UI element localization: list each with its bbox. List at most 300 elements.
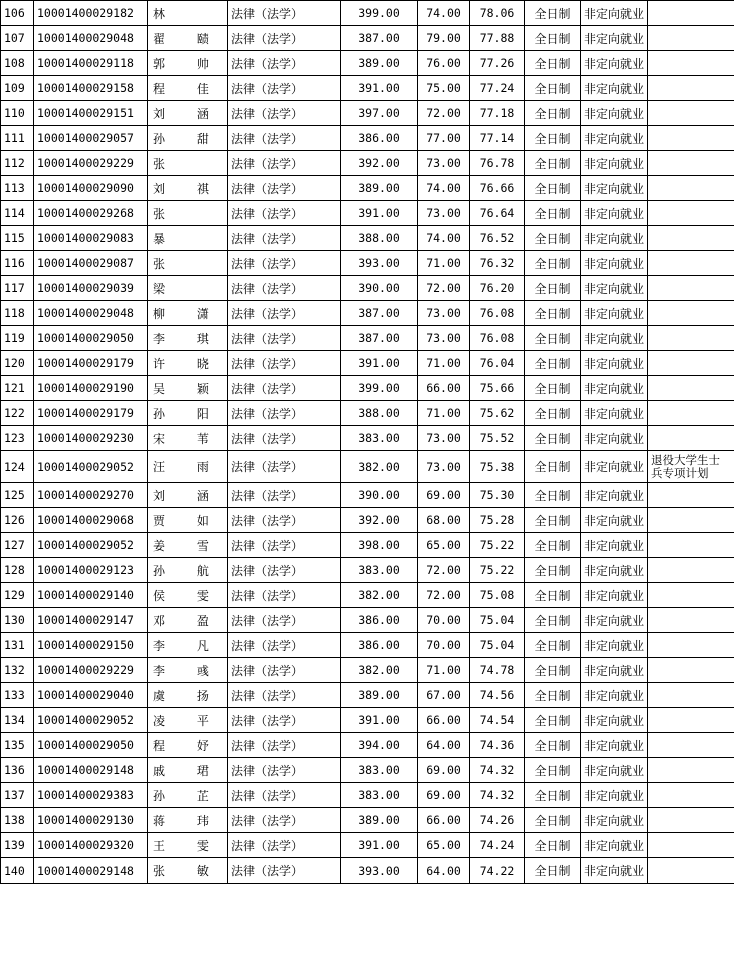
cell-study-mode: 全日制 bbox=[525, 633, 581, 658]
cell-remark bbox=[648, 126, 734, 151]
cell-candidate-id: 10001400029048 bbox=[34, 26, 148, 51]
cell-candidate-name: 孙 航 bbox=[148, 558, 228, 583]
cell-candidate-name: 贾 如 bbox=[148, 508, 228, 533]
cell-initial-score: 386.00 bbox=[341, 608, 418, 633]
cell-remark bbox=[648, 583, 734, 608]
cell-employment-type: 非定向就业 bbox=[581, 76, 648, 101]
cell-initial-score: 387.00 bbox=[341, 326, 418, 351]
cell-total-score: 76.64 bbox=[470, 201, 525, 226]
cell-candidate-id: 10001400029158 bbox=[34, 76, 148, 101]
cell-major: 法律（法学） bbox=[228, 558, 341, 583]
cell-candidate-name: 郭 帅 bbox=[148, 51, 228, 76]
cell-study-mode: 全日制 bbox=[525, 533, 581, 558]
cell-initial-score: 382.00 bbox=[341, 658, 418, 683]
table-row bbox=[1, 583, 734, 608]
cell-study-mode: 全日制 bbox=[525, 658, 581, 683]
cell-candidate-name: 梁 bbox=[148, 276, 228, 301]
cell-retest-score: 71.00 bbox=[418, 251, 470, 276]
cell-serial-number: 127 bbox=[1, 533, 34, 558]
cell-initial-score: 387.00 bbox=[341, 26, 418, 51]
table-row bbox=[1, 401, 734, 426]
cell-retest-score: 66.00 bbox=[418, 708, 470, 733]
cell-study-mode: 全日制 bbox=[525, 76, 581, 101]
cell-candidate-id: 10001400029052 bbox=[34, 533, 148, 558]
cell-major: 法律（法学） bbox=[228, 683, 341, 708]
cell-candidate-id: 10001400029182 bbox=[34, 1, 148, 26]
cell-serial-number: 125 bbox=[1, 483, 34, 508]
cell-employment-type: 非定向就业 bbox=[581, 833, 648, 858]
cell-remark bbox=[648, 401, 734, 426]
cell-remark bbox=[648, 833, 734, 858]
table-row bbox=[1, 76, 734, 101]
table-row bbox=[1, 833, 734, 858]
cell-serial-number: 139 bbox=[1, 833, 34, 858]
table-row bbox=[1, 376, 734, 401]
cell-serial-number: 117 bbox=[1, 276, 34, 301]
cell-major: 法律（法学） bbox=[228, 126, 341, 151]
table-row bbox=[1, 783, 734, 808]
cell-serial-number: 130 bbox=[1, 608, 34, 633]
cell-remark bbox=[648, 483, 734, 508]
cell-initial-score: 386.00 bbox=[341, 126, 418, 151]
cell-serial-number: 129 bbox=[1, 583, 34, 608]
table-row bbox=[1, 758, 734, 783]
cell-total-score: 76.20 bbox=[470, 276, 525, 301]
cell-candidate-name: 程 佳 bbox=[148, 76, 228, 101]
cell-candidate-name: 暴 bbox=[148, 226, 228, 251]
cell-candidate-id: 10001400029040 bbox=[34, 683, 148, 708]
cell-candidate-name: 李 彧 bbox=[148, 658, 228, 683]
cell-major: 法律（法学） bbox=[228, 151, 341, 176]
cell-employment-type: 非定向就业 bbox=[581, 633, 648, 658]
cell-candidate-id: 10001400029123 bbox=[34, 558, 148, 583]
cell-major: 法律（法学） bbox=[228, 1, 341, 26]
cell-initial-score: 398.00 bbox=[341, 533, 418, 558]
cell-candidate-name: 刘 涵 bbox=[148, 483, 228, 508]
cell-employment-type: 非定向就业 bbox=[581, 201, 648, 226]
cell-major: 法律（法学） bbox=[228, 833, 341, 858]
cell-retest-score: 71.00 bbox=[418, 351, 470, 376]
cell-candidate-name: 侯 雯 bbox=[148, 583, 228, 608]
cell-remark bbox=[648, 151, 734, 176]
cell-initial-score: 388.00 bbox=[341, 401, 418, 426]
table-row bbox=[1, 51, 734, 76]
cell-candidate-id: 10001400029052 bbox=[34, 708, 148, 733]
cell-initial-score: 391.00 bbox=[341, 351, 418, 376]
cell-serial-number: 122 bbox=[1, 401, 34, 426]
cell-study-mode: 全日制 bbox=[525, 301, 581, 326]
cell-initial-score: 389.00 bbox=[341, 51, 418, 76]
table-row bbox=[1, 533, 734, 558]
cell-study-mode: 全日制 bbox=[525, 508, 581, 533]
cell-employment-type: 非定向就业 bbox=[581, 658, 648, 683]
table-row bbox=[1, 858, 734, 884]
table-row bbox=[1, 608, 734, 633]
cell-candidate-id: 10001400029087 bbox=[34, 251, 148, 276]
table-row bbox=[1, 733, 734, 758]
cell-study-mode: 全日制 bbox=[525, 351, 581, 376]
cell-total-score: 76.78 bbox=[470, 151, 525, 176]
cell-candidate-id: 10001400029268 bbox=[34, 201, 148, 226]
cell-major: 法律（法学） bbox=[228, 583, 341, 608]
cell-initial-score: 383.00 bbox=[341, 426, 418, 451]
cell-retest-score: 70.00 bbox=[418, 633, 470, 658]
cell-candidate-name: 虞 扬 bbox=[148, 683, 228, 708]
cell-serial-number: 135 bbox=[1, 733, 34, 758]
cell-retest-score: 76.00 bbox=[418, 51, 470, 76]
cell-candidate-id: 10001400029148 bbox=[34, 758, 148, 783]
cell-serial-number: 108 bbox=[1, 51, 34, 76]
cell-serial-number: 137 bbox=[1, 783, 34, 808]
cell-candidate-id: 10001400029039 bbox=[34, 276, 148, 301]
cell-major: 法律（法学） bbox=[228, 633, 341, 658]
cell-retest-score: 64.00 bbox=[418, 733, 470, 758]
cell-study-mode: 全日制 bbox=[525, 201, 581, 226]
cell-candidate-id: 10001400029320 bbox=[34, 833, 148, 858]
cell-candidate-name: 宋 苇 bbox=[148, 426, 228, 451]
cell-candidate-name: 汪 雨 bbox=[148, 451, 228, 483]
cell-initial-score: 393.00 bbox=[341, 251, 418, 276]
cell-candidate-name: 张 bbox=[148, 151, 228, 176]
cell-initial-score: 383.00 bbox=[341, 783, 418, 808]
cell-initial-score: 399.00 bbox=[341, 376, 418, 401]
cell-study-mode: 全日制 bbox=[525, 833, 581, 858]
cell-employment-type: 非定向就业 bbox=[581, 426, 648, 451]
cell-initial-score: 388.00 bbox=[341, 226, 418, 251]
cell-remark bbox=[648, 201, 734, 226]
cell-remark bbox=[648, 376, 734, 401]
cell-retest-score: 79.00 bbox=[418, 26, 470, 51]
cell-total-score: 75.52 bbox=[470, 426, 525, 451]
cell-remark bbox=[648, 251, 734, 276]
cell-candidate-name: 张 bbox=[148, 251, 228, 276]
cell-remark bbox=[648, 658, 734, 683]
cell-candidate-name: 姜 雪 bbox=[148, 533, 228, 558]
cell-initial-score: 386.00 bbox=[341, 633, 418, 658]
cell-total-score: 74.78 bbox=[470, 658, 525, 683]
cell-study-mode: 全日制 bbox=[525, 276, 581, 301]
cell-study-mode: 全日制 bbox=[525, 101, 581, 126]
cell-retest-score: 71.00 bbox=[418, 401, 470, 426]
cell-candidate-id: 10001400029052 bbox=[34, 451, 148, 483]
cell-total-score: 77.24 bbox=[470, 76, 525, 101]
cell-serial-number: 119 bbox=[1, 326, 34, 351]
cell-total-score: 76.04 bbox=[470, 351, 525, 376]
cell-total-score: 76.52 bbox=[470, 226, 525, 251]
cell-total-score: 74.26 bbox=[470, 808, 525, 833]
table-row bbox=[1, 708, 734, 733]
cell-total-score: 78.06 bbox=[470, 1, 525, 26]
table-row bbox=[1, 558, 734, 583]
cell-retest-score: 74.00 bbox=[418, 1, 470, 26]
cell-retest-score: 75.00 bbox=[418, 76, 470, 101]
cell-retest-score: 73.00 bbox=[418, 151, 470, 176]
cell-employment-type: 非定向就业 bbox=[581, 176, 648, 201]
cell-candidate-name: 李 凡 bbox=[148, 633, 228, 658]
cell-initial-score: 397.00 bbox=[341, 101, 418, 126]
cell-employment-type: 非定向就业 bbox=[581, 26, 648, 51]
cell-total-score: 74.54 bbox=[470, 708, 525, 733]
cell-candidate-id: 10001400029151 bbox=[34, 101, 148, 126]
table-row bbox=[1, 808, 734, 833]
cell-retest-score: 69.00 bbox=[418, 783, 470, 808]
cell-retest-score: 67.00 bbox=[418, 683, 470, 708]
cell-total-score: 75.30 bbox=[470, 483, 525, 508]
cell-candidate-name: 许 晓 bbox=[148, 351, 228, 376]
cell-initial-score: 389.00 bbox=[341, 808, 418, 833]
table-row bbox=[1, 508, 734, 533]
cell-study-mode: 全日制 bbox=[525, 583, 581, 608]
cell-candidate-name: 孙 芷 bbox=[148, 783, 228, 808]
cell-study-mode: 全日制 bbox=[525, 733, 581, 758]
cell-major: 法律（法学） bbox=[228, 376, 341, 401]
cell-remark bbox=[648, 176, 734, 201]
cell-total-score: 74.32 bbox=[470, 783, 525, 808]
cell-retest-score: 73.00 bbox=[418, 301, 470, 326]
cell-serial-number: 109 bbox=[1, 76, 34, 101]
cell-initial-score: 391.00 bbox=[341, 708, 418, 733]
cell-initial-score: 391.00 bbox=[341, 201, 418, 226]
table-body bbox=[1, 1, 734, 884]
table-row bbox=[1, 426, 734, 451]
cell-major: 法律（法学） bbox=[228, 808, 341, 833]
cell-serial-number: 133 bbox=[1, 683, 34, 708]
cell-retest-score: 65.00 bbox=[418, 833, 470, 858]
cell-candidate-name: 张 bbox=[148, 201, 228, 226]
table-row bbox=[1, 26, 734, 51]
cell-major: 法律（法学） bbox=[228, 658, 341, 683]
cell-initial-score: 390.00 bbox=[341, 483, 418, 508]
cell-candidate-name: 蒋 玮 bbox=[148, 808, 228, 833]
cell-initial-score: 382.00 bbox=[341, 451, 418, 483]
cell-serial-number: 116 bbox=[1, 251, 34, 276]
cell-study-mode: 全日制 bbox=[525, 51, 581, 76]
cell-serial-number: 113 bbox=[1, 176, 34, 201]
cell-serial-number: 120 bbox=[1, 351, 34, 376]
cell-study-mode: 全日制 bbox=[525, 426, 581, 451]
cell-candidate-id: 10001400029083 bbox=[34, 226, 148, 251]
cell-serial-number: 136 bbox=[1, 758, 34, 783]
cell-initial-score: 383.00 bbox=[341, 558, 418, 583]
cell-serial-number: 128 bbox=[1, 558, 34, 583]
cell-candidate-name: 翟 赜 bbox=[148, 26, 228, 51]
cell-employment-type: 非定向就业 bbox=[581, 126, 648, 151]
cell-remark bbox=[648, 301, 734, 326]
cell-total-score: 75.04 bbox=[470, 633, 525, 658]
cell-remark bbox=[648, 101, 734, 126]
cell-candidate-name: 程 妤 bbox=[148, 733, 228, 758]
cell-study-mode: 全日制 bbox=[525, 26, 581, 51]
cell-serial-number: 106 bbox=[1, 1, 34, 26]
cell-study-mode: 全日制 bbox=[525, 176, 581, 201]
cell-serial-number: 124 bbox=[1, 451, 34, 483]
cell-study-mode: 全日制 bbox=[525, 401, 581, 426]
cell-major: 法律（法学） bbox=[228, 251, 341, 276]
cell-employment-type: 非定向就业 bbox=[581, 351, 648, 376]
cell-major: 法律（法学） bbox=[228, 401, 341, 426]
cell-study-mode: 全日制 bbox=[525, 808, 581, 833]
cell-serial-number: 131 bbox=[1, 633, 34, 658]
table-row bbox=[1, 126, 734, 151]
cell-total-score: 75.04 bbox=[470, 608, 525, 633]
cell-remark bbox=[648, 76, 734, 101]
cell-total-score: 77.26 bbox=[470, 51, 525, 76]
cell-candidate-name: 凌 平 bbox=[148, 708, 228, 733]
cell-serial-number: 112 bbox=[1, 151, 34, 176]
cell-major: 法律（法学） bbox=[228, 533, 341, 558]
cell-employment-type: 非定向就业 bbox=[581, 326, 648, 351]
cell-study-mode: 全日制 bbox=[525, 708, 581, 733]
cell-employment-type: 非定向就业 bbox=[581, 708, 648, 733]
cell-serial-number: 110 bbox=[1, 101, 34, 126]
cell-major: 法律（法学） bbox=[228, 451, 341, 483]
cell-remark bbox=[648, 351, 734, 376]
cell-study-mode: 全日制 bbox=[525, 858, 581, 884]
cell-major: 法律（法学） bbox=[228, 783, 341, 808]
cell-total-score: 77.18 bbox=[470, 101, 525, 126]
cell-total-score: 74.56 bbox=[470, 683, 525, 708]
cell-retest-score: 72.00 bbox=[418, 101, 470, 126]
cell-major: 法律（法学） bbox=[228, 226, 341, 251]
cell-retest-score: 77.00 bbox=[418, 126, 470, 151]
cell-major: 法律（法学） bbox=[228, 351, 341, 376]
cell-remark bbox=[648, 326, 734, 351]
cell-total-score: 76.08 bbox=[470, 326, 525, 351]
cell-major: 法律（法学） bbox=[228, 758, 341, 783]
cell-serial-number: 126 bbox=[1, 508, 34, 533]
cell-employment-type: 非定向就业 bbox=[581, 733, 648, 758]
table-row bbox=[1, 683, 734, 708]
cell-study-mode: 全日制 bbox=[525, 758, 581, 783]
cell-retest-score: 69.00 bbox=[418, 483, 470, 508]
cell-retest-score: 72.00 bbox=[418, 276, 470, 301]
cell-initial-score: 392.00 bbox=[341, 151, 418, 176]
cell-initial-score: 389.00 bbox=[341, 683, 418, 708]
cell-major: 法律（法学） bbox=[228, 201, 341, 226]
cell-serial-number: 114 bbox=[1, 201, 34, 226]
cell-total-score: 75.08 bbox=[470, 583, 525, 608]
cell-candidate-id: 10001400029147 bbox=[34, 608, 148, 633]
cell-total-score: 75.28 bbox=[470, 508, 525, 533]
cell-serial-number: 140 bbox=[1, 858, 34, 884]
cell-remark bbox=[648, 808, 734, 833]
cell-employment-type: 非定向就业 bbox=[581, 301, 648, 326]
cell-total-score: 74.36 bbox=[470, 733, 525, 758]
table-row bbox=[1, 633, 734, 658]
cell-candidate-id: 10001400029270 bbox=[34, 483, 148, 508]
cell-employment-type: 非定向就业 bbox=[581, 608, 648, 633]
cell-employment-type: 非定向就业 bbox=[581, 226, 648, 251]
cell-total-score: 75.62 bbox=[470, 401, 525, 426]
cell-major: 法律（法学） bbox=[228, 508, 341, 533]
table-row bbox=[1, 483, 734, 508]
cell-candidate-id: 10001400029179 bbox=[34, 401, 148, 426]
cell-retest-score: 73.00 bbox=[418, 426, 470, 451]
cell-major: 法律（法学） bbox=[228, 26, 341, 51]
cell-remark bbox=[648, 733, 734, 758]
table-row bbox=[1, 226, 734, 251]
cell-candidate-id: 10001400029383 bbox=[34, 783, 148, 808]
cell-study-mode: 全日制 bbox=[525, 126, 581, 151]
table-row bbox=[1, 301, 734, 326]
table-row bbox=[1, 276, 734, 301]
cell-employment-type: 非定向就业 bbox=[581, 376, 648, 401]
cell-total-score: 77.88 bbox=[470, 26, 525, 51]
cell-candidate-name: 张 敏 bbox=[148, 858, 228, 884]
cell-initial-score: 391.00 bbox=[341, 833, 418, 858]
cell-remark bbox=[648, 226, 734, 251]
cell-major: 法律（法学） bbox=[228, 76, 341, 101]
cell-retest-score: 74.00 bbox=[418, 176, 470, 201]
cell-initial-score: 383.00 bbox=[341, 758, 418, 783]
cell-initial-score: 389.00 bbox=[341, 176, 418, 201]
cell-remark bbox=[648, 533, 734, 558]
cell-retest-score: 74.00 bbox=[418, 226, 470, 251]
cell-retest-score: 66.00 bbox=[418, 808, 470, 833]
cell-remark bbox=[648, 26, 734, 51]
cell-candidate-id: 10001400029057 bbox=[34, 126, 148, 151]
cell-retest-score: 73.00 bbox=[418, 201, 470, 226]
cell-major: 法律（法学） bbox=[228, 176, 341, 201]
cell-total-score: 76.08 bbox=[470, 301, 525, 326]
table-row bbox=[1, 151, 734, 176]
cell-candidate-id: 10001400029130 bbox=[34, 808, 148, 833]
cell-employment-type: 非定向就业 bbox=[581, 783, 648, 808]
cell-serial-number: 115 bbox=[1, 226, 34, 251]
cell-retest-score: 72.00 bbox=[418, 558, 470, 583]
cell-retest-score: 73.00 bbox=[418, 451, 470, 483]
cell-major: 法律（法学） bbox=[228, 483, 341, 508]
table-row bbox=[1, 351, 734, 376]
cell-serial-number: 132 bbox=[1, 658, 34, 683]
cell-candidate-name: 柳 潇 bbox=[148, 301, 228, 326]
table-row bbox=[1, 251, 734, 276]
cell-initial-score: 399.00 bbox=[341, 1, 418, 26]
cell-study-mode: 全日制 bbox=[525, 683, 581, 708]
cell-candidate-name: 邓 盈 bbox=[148, 608, 228, 633]
cell-major: 法律（法学） bbox=[228, 708, 341, 733]
cell-serial-number: 118 bbox=[1, 301, 34, 326]
cell-retest-score: 71.00 bbox=[418, 658, 470, 683]
cell-total-score: 76.66 bbox=[470, 176, 525, 201]
cell-total-score: 74.22 bbox=[470, 858, 525, 884]
cell-candidate-name: 孙 阳 bbox=[148, 401, 228, 426]
cell-total-score: 75.38 bbox=[470, 451, 525, 483]
cell-total-score: 74.32 bbox=[470, 758, 525, 783]
cell-retest-score: 68.00 bbox=[418, 508, 470, 533]
cell-total-score: 76.32 bbox=[470, 251, 525, 276]
cell-remark bbox=[648, 758, 734, 783]
table-row bbox=[1, 326, 734, 351]
cell-candidate-id: 10001400029229 bbox=[34, 658, 148, 683]
cell-serial-number: 107 bbox=[1, 26, 34, 51]
cell-remark bbox=[648, 426, 734, 451]
table-row bbox=[1, 451, 734, 483]
cell-serial-number: 134 bbox=[1, 708, 34, 733]
cell-study-mode: 全日制 bbox=[525, 1, 581, 26]
cell-major: 法律（法学） bbox=[228, 733, 341, 758]
cell-study-mode: 全日制 bbox=[525, 151, 581, 176]
cell-employment-type: 非定向就业 bbox=[581, 483, 648, 508]
cell-study-mode: 全日制 bbox=[525, 326, 581, 351]
cell-candidate-id: 10001400029050 bbox=[34, 733, 148, 758]
cell-total-score: 74.24 bbox=[470, 833, 525, 858]
cell-major: 法律（法学） bbox=[228, 426, 341, 451]
cell-study-mode: 全日制 bbox=[525, 608, 581, 633]
cell-employment-type: 非定向就业 bbox=[581, 101, 648, 126]
cell-initial-score: 394.00 bbox=[341, 733, 418, 758]
cell-study-mode: 全日制 bbox=[525, 558, 581, 583]
